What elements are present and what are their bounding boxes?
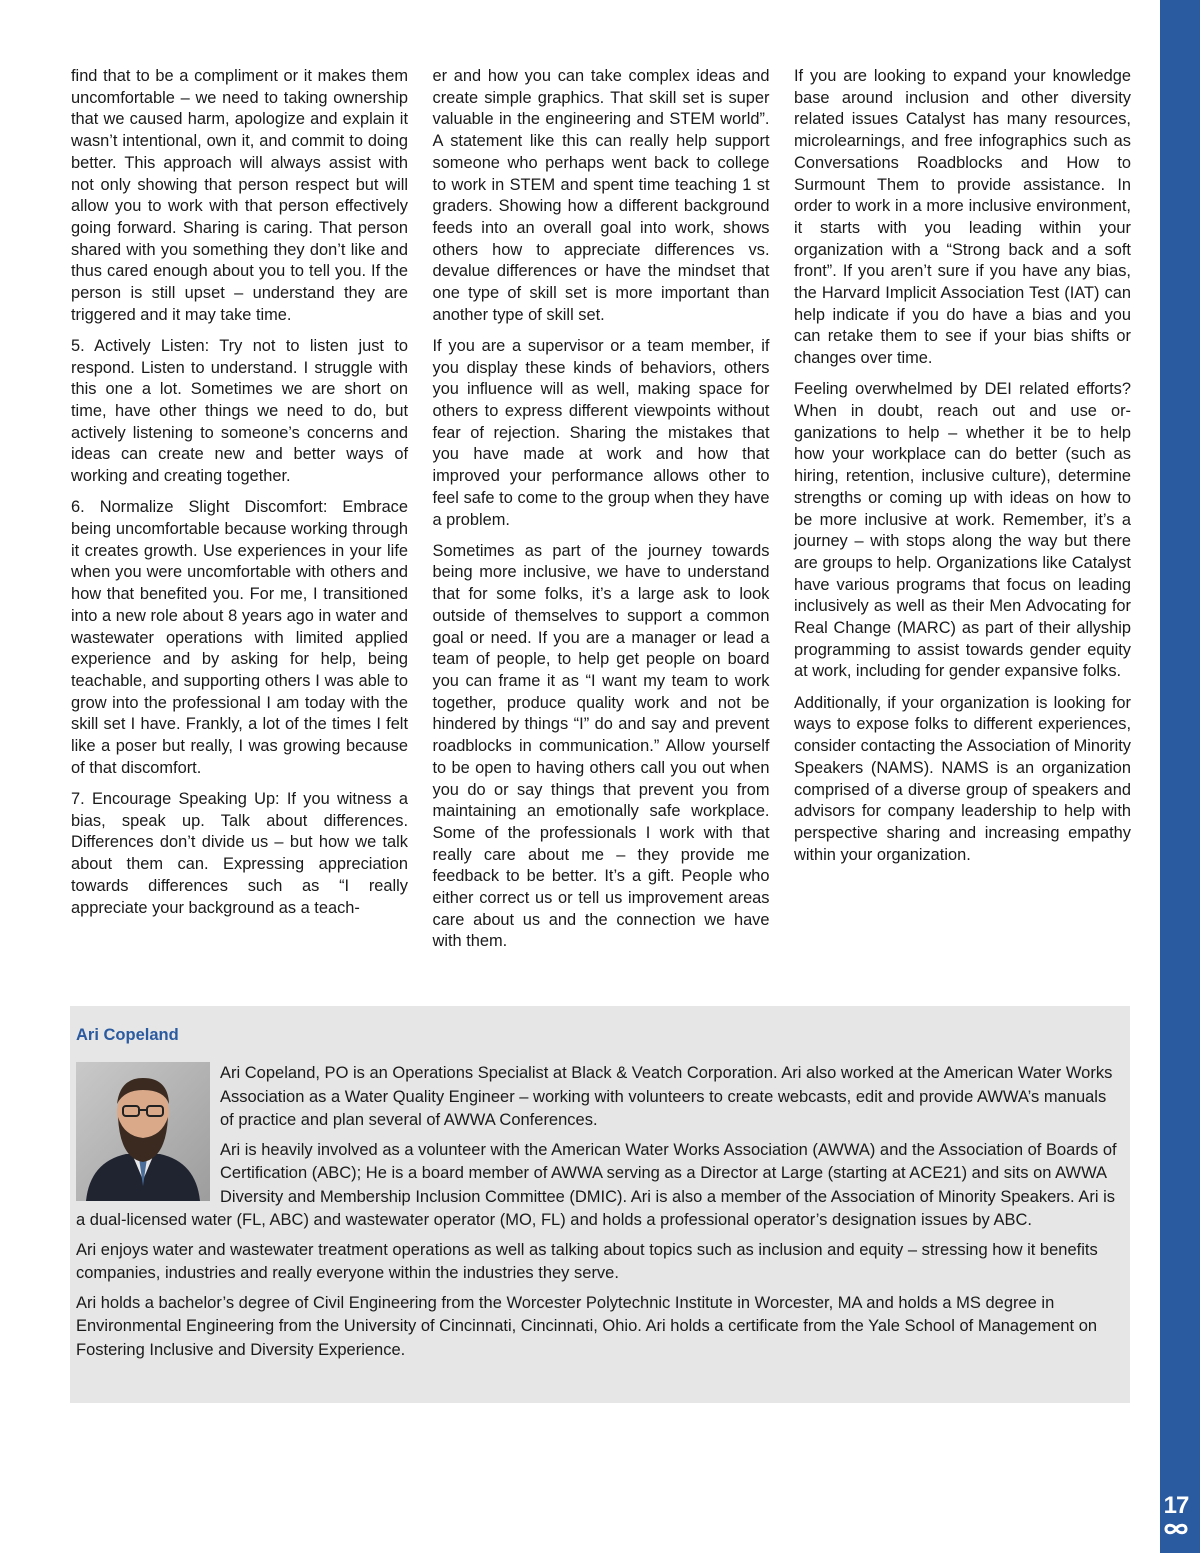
paragraph: find that to be a compliment or it makes them uncomfortable – we need to taking ownership that we caused harm, apologize and explain it wasn’t intentional, own it, and commit to doing better. This approach will always assist with not only showing that person respect but will allow you to work with that person effectively going forward. Sharing is caring. That person shared with you something they don’t like and thus cared enough about you to tell you. If the person is still upset – understand they are triggered and it may take time. — [71, 67, 408, 324]
author-photo — [76, 1062, 210, 1201]
article-column-3 — [794, 66, 1131, 986]
author-bio-box — [70, 1006, 1130, 1403]
paragraph: 6. Normalize Slight Discomfort: Embrace being uncomfortable because working through it creates growth. Use experiences in your life when you were uncomfortable with others and how that benefited you. For me, I transitioned into a new role about 8 years ago in water and wastewater operations with limited applied experience and by asking for help, being teachable, and supporting others I was able to grow into the professional I am today with the skill set I have. Frankly, a lot of the times I felt like a poser but really, I was growing because of that discomfort. — [71, 498, 408, 777]
paragraph: Additionally, if your organization is looking for ways to expose folks to different experiences, consider contacting the Association of Minority Speakers (NAMS). NAMS is an organization comprised of a diverse group of speakers and advisors for company leadership to help with perspective sharing and increasing empathy within your organization. — [794, 693, 1131, 864]
bio-paragraph: Ari Copeland, PO is an Operations Specialist at Black & Veatch Corporation. Ari also worked at the American Water Works Association as a Water Quality Engineer – working with volunteers to create webcasts, edit and provide AWWA’s manuals of practice and plan several of AWWA Conferences. — [220, 1064, 1113, 1129]
article-column-2 — [433, 66, 770, 986]
side-accent-bar — [1160, 0, 1200, 1553]
paragraph: 5. Actively Listen: Try not to listen just to respond. Listen to understand. I struggle with this one a lot. Sometimes we are short on time, have other things we need to do, but actively listening to someone’s concerns and ideas can create new and better ways of working and creating together. — [71, 336, 408, 486]
paragraph: Feeling overwhelmed by DEI related efforts? When in doubt, reach out and use organizations to help – whether it be to help how your workplace can do better (such as hiring, retention, inclusive culture), determine strengths or coming up with ideas on how to be more inclusive at work. Remember, it’s a journey – with stops along the way but there are groups to help. Organizations like Catalyst have various programs that focus on leading inclusively as well as their Men Advocating for Real Change (MARC) as part of their allyship programming to assist towards gender equity at work, including for gender expansive folks. — [794, 380, 1131, 681]
infinity-loop-icon — [1163, 1521, 1189, 1537]
author-portrait-icon — [76, 1062, 210, 1201]
article-column-1 — [71, 66, 408, 986]
bio-name: Ari Copeland — [76, 1026, 179, 1044]
bio-paragraph: Ari is heavily involved as a volunteer with the American Water Works Association (AWWA) and the Association of Boards of Certification (ABC); He is a board member of AWWA serving as a Director at Large (starting at ACE21) and sits on AWWA Diversity and Membership Inclusion Committee (DMIC). Ari is also a member of the Association of Minority Speakers. Ari is a dual-licensed water (FL, ABC) and wastewater operator (MO, FL) and holds a professional operator’s designation issues by ABC. — [76, 1140, 1117, 1229]
paragraph: 7. Encourage Speaking Up: If you witness a bias, speak up. Talk about differences. Differences don’t divide us – but how we talk about them can. Expressing appreciation towards differences such as “I really appreciate your background as a teach- — [71, 790, 408, 917]
article-columns — [71, 66, 1131, 986]
page-number-badge — [1160, 1491, 1192, 1551]
paragraph: If you are looking to expand your knowledge base around inclusion and other diversity related issues Catalyst has many resources, microlearnings, and free infographics such as Conversations Roadblocks and How to Surmount Them to provide assistance. In order to work in a more inclusive environment, it starts with you leading within your organization with a “Strong back and a soft front”. If you aren’t sure if you have any bias, the Harvard Implicit Association Test (IAT) can help indicate if you do have a bias and you can retake them to see if your bias shifts or changes over time. — [794, 67, 1131, 368]
paragraph: Sometimes as part of the journey towards being more inclusive, we have to understand that for some folks, it’s a large ask to look outside of themselves to support a common goal or need. If you are a manager or lead a team of people, to help get people on board you can frame it as “I want my team to work together, produce quality work and not be hindered by things “I” do and say and prevent roadblocks in communication.” Allow yourself to be open to having others call you out when you do or say things that prevent you from maintaining an emotionally safe workplace. Some of the professionals I work with that really care about me – they provide me feedback to be better. It’s a gift. People who either correct us or tell us improvement areas care about us and the connection we have with them. — [432, 541, 770, 951]
paragraph: If you are a supervisor or a team member, if you display these kinds of behaviors, others you influence will as well, making space for others to express different viewpoints without fear of rejection. Sharing the mistakes that you have made at work and how that improved your performance allows other to feel safe to come to the group when they have a problem. — [432, 336, 770, 529]
paragraph: er and how you can take complex ideas and create simple graphics. That skill set is super valuable in the engineering and STEM world”. A statement like this can really help support someone who perhaps went back to college to work in STEM and spent time teaching 1 st graders. Showing how a different background feeds into an overall goal into work, shows others how to appreciate differences vs. devalue differences or have the mindset that one type of skill set is more important than another type of skill set. — [432, 67, 770, 324]
bio-paragraph: Ari enjoys water and wastewater treatment operations as well as talking about topics such as inclusion and equity – stressing how it benefits companies, industries and really everyone within the industries they serve. — [76, 1240, 1098, 1282]
bio-paragraph: Ari holds a bachelor’s degree of Civil Engineering from the Worcester Polytechnic Institute in Worcester, MA and holds a MS degree in Environmental Engineering from the University of Cincinnati, Cincinnati, Ohio. Ari holds a certificate from the Yale School of Management on Fostering Inclusive and Diversity Experience. — [76, 1293, 1098, 1359]
page-number: 17 — [1163, 1492, 1189, 1519]
